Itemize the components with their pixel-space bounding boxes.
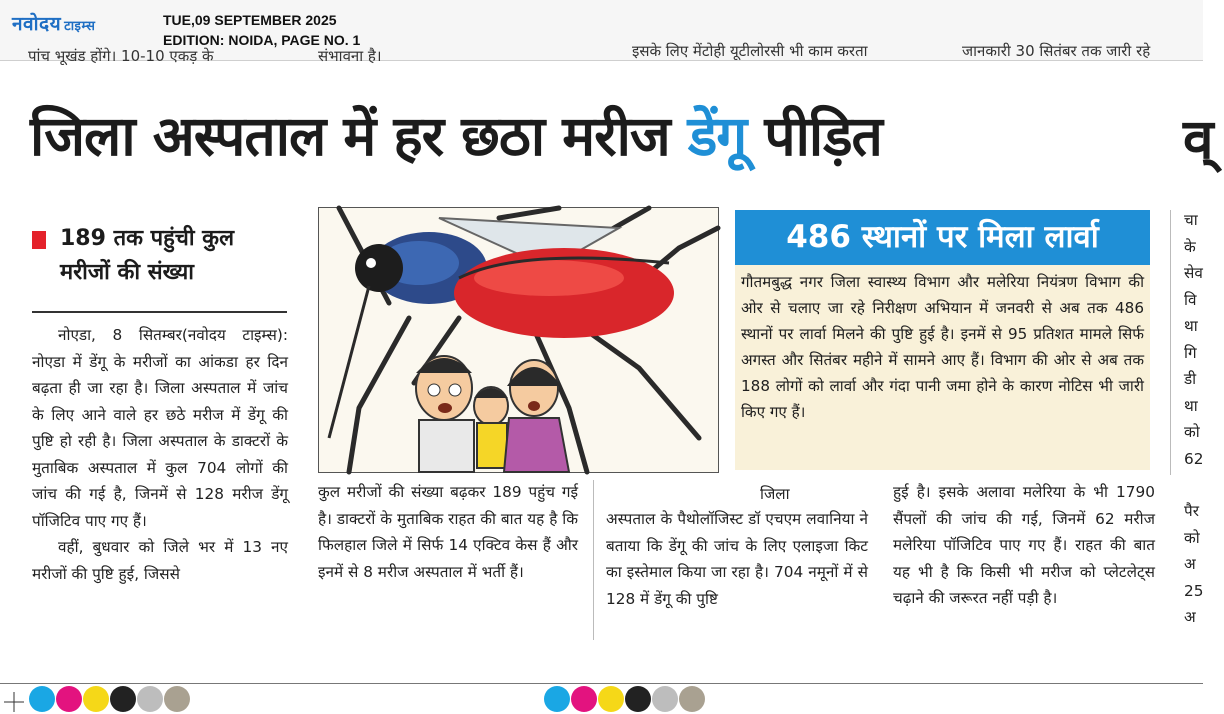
col1-paragraph-1: नोएडा, 8 सितम्बर(नवोदय टाइम्स): नोएडा में डेंगू के मरीजों का आंकडा हर दिन बढ़ता ही जा रहा है। जिला अस्पताल में जांच के लिए आने वाले हर छठे मरीज में डेंगू की पुष्टि हो रही है। जिला अस्पताल के डाक्टरों के मुताबिक अस्पताल में कुल 704 लोगों की जांच की गई है, जिनमें से 128 मरीज डेंगू पॉजिटिव पाए गए हैं। — [32, 326, 288, 530]
cut-text-b: संभावना है। — [318, 47, 382, 65]
subheading-text: 189 तक पहुंची कुल मरीजों की संख्या — [60, 226, 234, 285]
mosquito-family-illustration — [318, 207, 719, 473]
col3-paragraph-1: अस्पताल के पैथोलॉजिस्ट डॉ एचएम लवानिया ने बताया कि डेंगू की जांच के लिए एलाइजा किट का इस्तेमाल किया जा रहा है। 704 नमूनों में से 128 में डेंगू की पुष्टि — [606, 510, 868, 608]
mosquito-cartoon-image — [319, 208, 718, 472]
registration-color-dot — [164, 686, 190, 712]
cut-line: चा — [1184, 211, 1198, 229]
cut-line: डी — [1184, 370, 1197, 388]
cut-line: गि — [1184, 343, 1197, 362]
col1-paragraph-2: वहीं, बुधवार को जिले भर में 13 नए मरीजों की पुष्टि हुई, जिससे — [32, 538, 288, 583]
cut-line: को — [1184, 528, 1200, 547]
edition-info — [163, 10, 360, 50]
logo-sub: टाइम्स — [64, 19, 96, 34]
registration-color-dot — [652, 686, 678, 712]
cut-line: को — [1184, 423, 1200, 441]
cut-line: पैर — [1184, 502, 1199, 520]
color-registration-bar-center — [544, 686, 705, 712]
red-square-bullet — [32, 231, 46, 249]
cut-line: के — [1184, 237, 1196, 256]
subheading-rule — [32, 311, 287, 313]
headline-part2: पीड़ित — [764, 104, 882, 168]
col3-top-word: जिला — [760, 485, 790, 503]
cut-line: अ — [1184, 555, 1196, 573]
registration-color-dot — [137, 686, 163, 712]
cut-line: 25 — [1184, 581, 1204, 600]
larva-box-body: गौतमबुद्ध नगर जिला स्वास्थ्य विभाग और मलेरिया नियंत्रण विभाग की ओर से चलाए जा रहे निरीक्षण अभियान में जनवरी से अब तक 486 स्थानों पर लार्वा मिलने की पुष्टि हुई है। इनमें से 95 प्रतिशत मामले सिर्फ अगस्त और सितंबर महीने में सामने आए हैं। विभाग की ओर से अब तक 188 लोगों को लार्वा और गंदा पानी जमा होने के कारण नोटिस भी जारी किए गए हैं। — [735, 265, 1150, 470]
cut-text-c: इसके लिए मेंटोही यूटीलोरसी भी काम करता — [632, 42, 868, 60]
article-column-2 — [318, 479, 578, 585]
registration-color-dot — [29, 686, 55, 712]
right-column-divider — [1170, 210, 1171, 475]
cut-line — [1184, 472, 1224, 498]
registration-color-dot — [625, 686, 651, 712]
cut-text-d: जानकारी 30 सितंबर तक जारी रहे — [962, 42, 1151, 60]
registration-color-dot — [679, 686, 705, 712]
registration-color-dot — [83, 686, 109, 712]
article-column-3 — [606, 506, 868, 612]
headline-part1: जिला अस्पताल में हर छठा मरीज — [30, 104, 670, 168]
article-column-1 — [32, 322, 288, 587]
column-divider — [593, 480, 594, 640]
registration-color-dot — [110, 686, 136, 712]
larva-box-title: 486 स्थानों पर मिला लार्वा — [735, 210, 1150, 265]
headline-highlight: डेंगू — [687, 104, 747, 168]
edition-page: EDITION: NOIDA, PAGE NO. 1 — [163, 32, 361, 48]
cut-line: अ — [1184, 608, 1196, 626]
color-registration-bar-left — [29, 686, 190, 712]
registration-color-dot — [56, 686, 82, 712]
cut-text-a: पांच भूखंड होंगे। 10-10 एकड़ के — [28, 47, 214, 65]
registration-color-dot — [598, 686, 624, 712]
subheading — [32, 222, 290, 290]
edition-date: TUE,09 SEPTEMBER 2025 — [163, 12, 337, 28]
adjacent-headline-edge: व् — [1183, 107, 1214, 171]
registration-color-dot — [544, 686, 570, 712]
cut-line: था — [1184, 317, 1198, 335]
cut-line: था — [1184, 396, 1198, 415]
bottom-rule — [0, 683, 1203, 684]
article-column-4 — [893, 479, 1155, 612]
cut-line: 62 — [1184, 449, 1204, 468]
crop-mark-icon — [4, 692, 24, 712]
cut-off-text-line — [0, 42, 1203, 76]
main-headline — [30, 96, 882, 176]
col4-paragraph-1: हुई है। इसके अलावा मलेरिया के भी 1790 सैंपलों की जांच की गई, जिनमें 62 मरीज मलेरिया पॉजिटिव पाए गए हैं। राहत की बात यह भी है कि किसी भी मरीज को प्लेटलेट्स चढ़ाने की जरूरत नहीं पड़ी है। — [893, 483, 1155, 607]
cut-line: सेव — [1184, 264, 1203, 282]
cut-line: वि — [1184, 290, 1197, 309]
logo-hindi: नवोदय — [12, 13, 62, 35]
col2-paragraph-1: कुल मरीजों की संख्या बढ़कर 189 पहुंच गई है। डाक्टरों के मुताबिक राहत की बात यह है कि फिलहाल जिले में सिर्फ 14 एक्टिव केस हैं और इनमें से 8 मरीज अस्पताल में भर्ती हैं। — [318, 483, 578, 581]
adjacent-article-cut-column — [1184, 207, 1224, 631]
navodaya-times-logo — [12, 10, 95, 36]
registration-color-dot — [571, 686, 597, 712]
